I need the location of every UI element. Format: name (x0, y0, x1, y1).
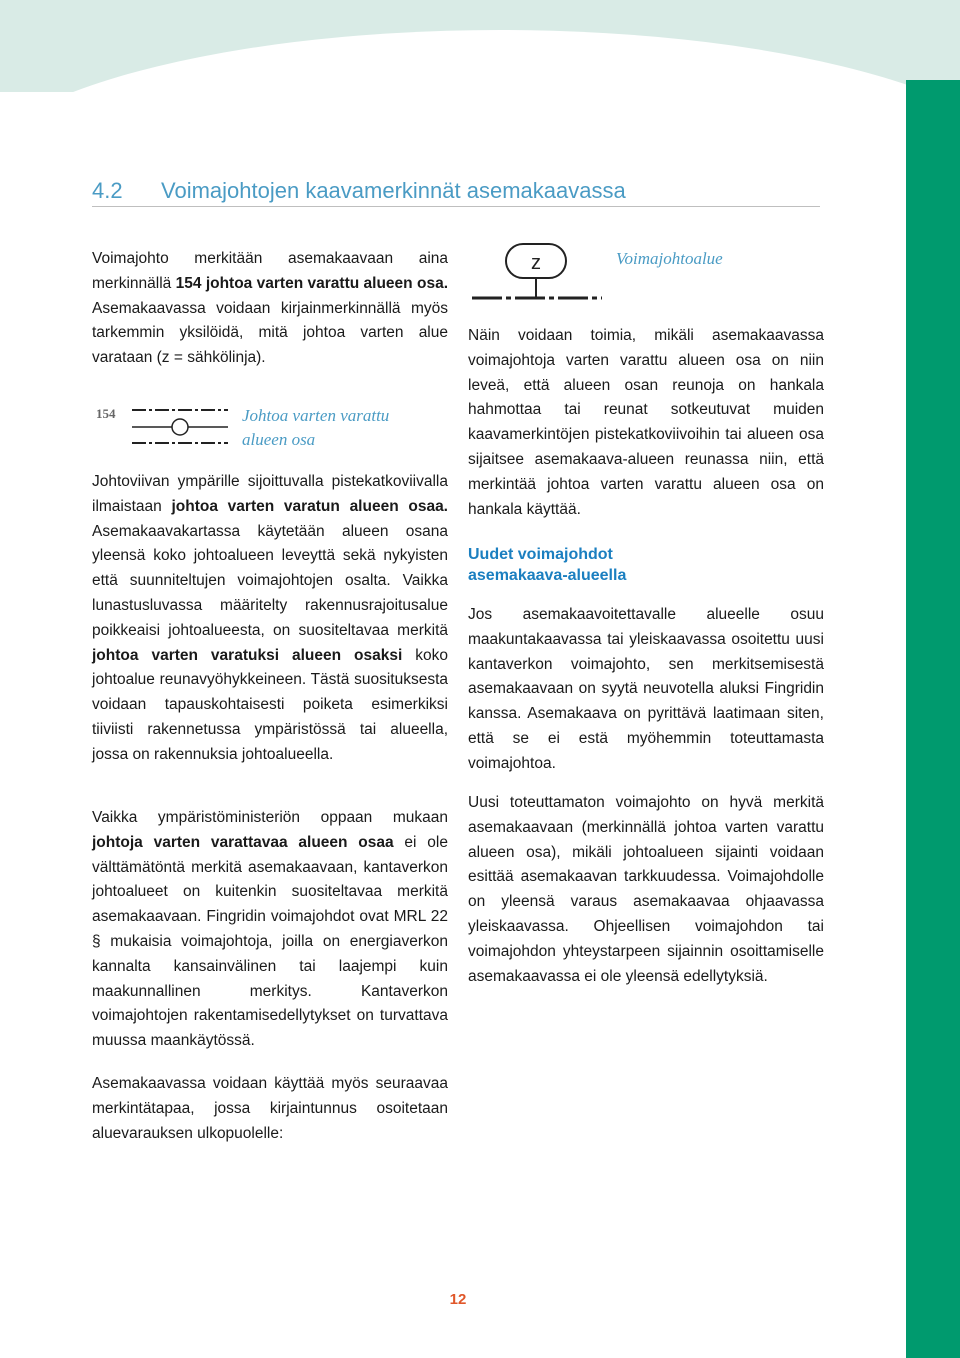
bold-text-run: johtoa varten varatun alueen osaa. (171, 497, 448, 515)
text-run: Asemakaavassa voidaan kirjainmerkinnällä myös tarkemmin yksilöidä, mitä johtoa varten alue varataan (z = sähkölinja). (92, 299, 448, 367)
bold-text-run: johtoa varten varatuksi alueen osaksi (92, 646, 403, 664)
section-title: Voimajohtojen kaavamerkinnät asemakaavassa (161, 178, 626, 203)
page-number: 12 (449, 1291, 467, 1308)
legend-154-caption-line2: alueen osa (242, 430, 316, 449)
section-heading (92, 176, 820, 207)
bold-text-run: 154 johtoa varten varattu alueen osa. (175, 274, 449, 292)
legend-z-symbol (470, 240, 610, 308)
subheading-line1: Uudet voimajohdot (468, 546, 613, 563)
legend-z-caption: Voimajohtoalue (616, 249, 723, 268)
text-run: Voimajohto merkitään asemakaavaan aina merkinnällä (92, 250, 448, 292)
legend-154-caption-line1: Johtoa varten varattu (242, 406, 390, 425)
text-run: ei ole välttämätöntä merkitä asemakaavaan, kantaverkon johtoalueet on kuitenkin suositeltavaa merkitä asemakaavaan. Fingridin voimajohdot ovat MRL 22 § mukaisia voimajohtoja, joilla on energiaverkon kannalta kansainvälinen tai laajempi kuin maakunnallinen merkitys. Kantaverkon voimajohtojen rakentamisedellytykset on turvattava muussa maankäytössä. (92, 833, 448, 1050)
left-paragraph-2 (92, 470, 448, 768)
text-run: Vaikka ympäristöministeriön oppaan mukaan (92, 809, 448, 826)
legend-z-letter: z (531, 252, 541, 274)
right-paragraph-1 (468, 324, 824, 522)
right-paragraph-3 (468, 791, 824, 989)
text-run: Jos asemakaavoitettavalle alueelle osuu maakuntakaavassa tai yleiskaavassa osoitettu uusi kantaverkon voimajohto, sen merkitsemisestä asemakaavaan on syytä neuvotella aluksi Fingridin kanssa. Asemakaava on pyrittävä laatimaan siten, että se ei estä myöhemmin toteuttamasta voimajohtoa. (468, 606, 824, 772)
text-run: Asemakaavakartassa käytetään alueen osana yleensä koko johtoalueen leveyttä sekä nykyisten että suunniteltujen voimajohtojen osalta. Vaikka lunastusluvassa määritelty rakennusrajoitusalue poikkeaisi johtoalueesta, on suositeltavaa merkitä (92, 522, 448, 639)
text-run: Näin voidaan toimia, mikäli asemakaavassa voimajohtoja varten varattu alueen osa on niin leveä, että alueen osan reunoja on hankala hahmottaa tai reunat sotkeutuvat muiden kaavamerkintöjen pistekatkoviivoihin tai alueen osa sijaitsee asemakaava-alueen reunassa niin, että merkintää johtoa varten varattu alueen osa on hankala käyttää. (468, 327, 824, 518)
left-paragraph-1 (92, 247, 448, 371)
legend-154-symbol (92, 400, 232, 450)
text-run: Johtoviivan ympärille sijoittuvalla pistekatkoviivalla ilmaistaan (92, 473, 448, 515)
section-number: 4.2 (92, 178, 123, 203)
left-paragraph-4 (92, 1072, 448, 1146)
subheading-line2: asemakaava-alueella (468, 567, 627, 584)
legend-154-code: 154 (96, 406, 116, 421)
text-run: koko johtoalue reunavyöhykkeineen. Tästä suosituksesta voidaan tapauskohtaisesti poiketa esimerkiksi tiiviisti rakennetussa ympäristössä tai alueella, jossa on rakennuksia johtoalueella. (92, 646, 448, 763)
side-green-stripe (906, 80, 960, 1358)
legend-154-caption (242, 404, 389, 452)
legend-154-circle (172, 419, 188, 435)
subheading-new-power-lines (468, 544, 824, 586)
right-paragraph-2 (468, 603, 824, 777)
bold-text-run: johtoja varten varattavaa alueen osaa (92, 833, 394, 851)
text-run: Asemakaavassa voidaan käyttää myös seuraavaa merkintätapaa, jossa kirjaintunnus osoitetaan aluevarauksen ulkopuolelle: (92, 1075, 448, 1142)
text-run: Uusi toteuttamaton voimajohto on hyvä merkitä asemakaavaan (merkinnällä johtoa varten varattu alueen osa), mikäli johtoalueen sijainti voidaan esittää asemakaavan tarkkuudessa. Voimajohdolle on yleensä varaus asemakaavaa ohjaavassa yleiskaavassa. Ohjeellisen voimajohdon tai voimajohdon yhteystarpeen sijainnin osoittamiselle asemakaavassa ei ole yleensä edellytyksiä. (468, 794, 824, 985)
left-paragraph-3 (92, 806, 448, 1054)
